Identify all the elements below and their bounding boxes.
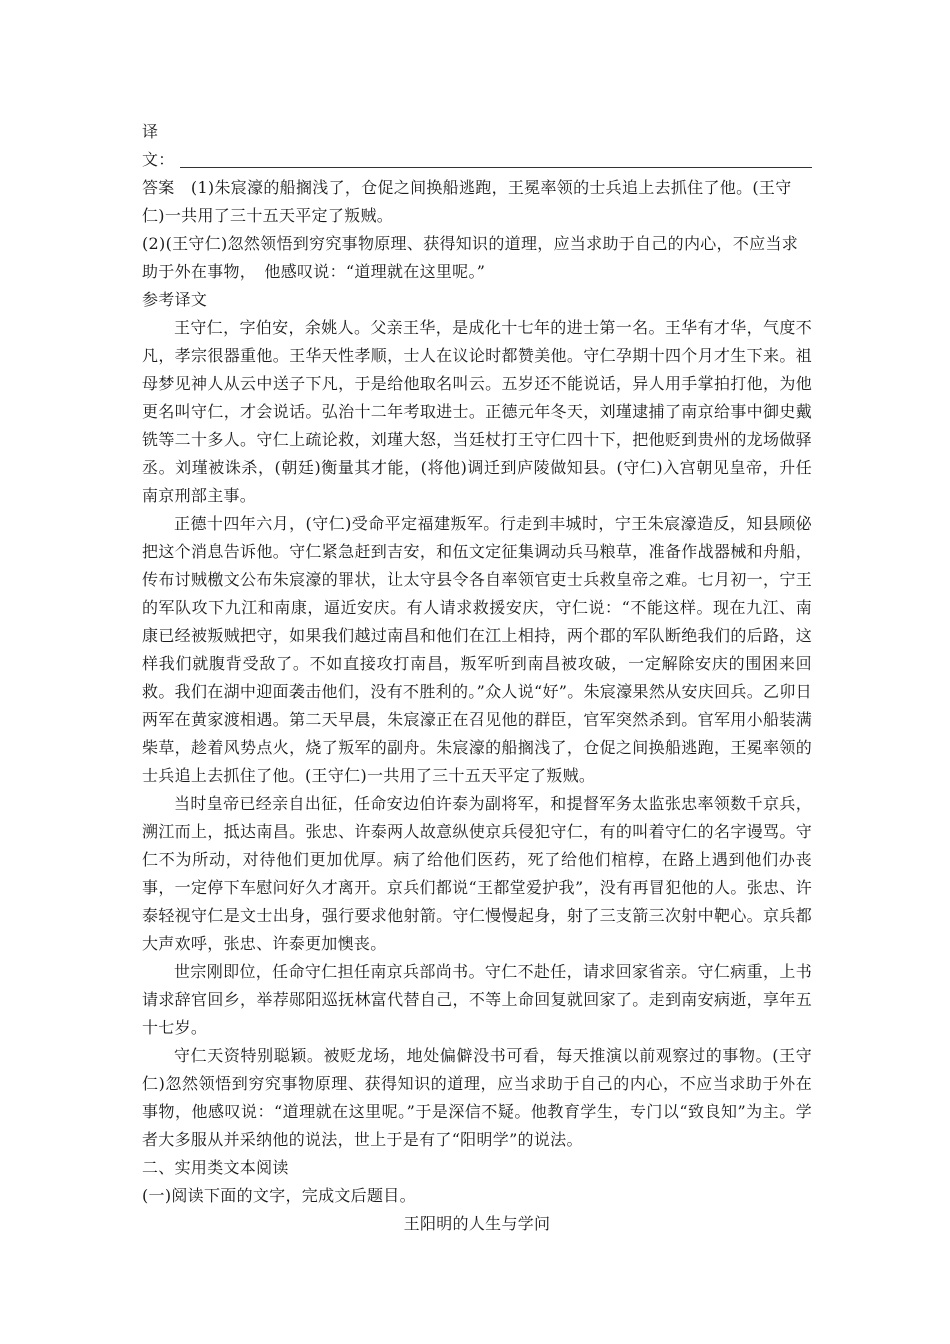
article-title: 王阳明的人生与学问 — [403, 1214, 551, 1233]
reference-paragraph-2: 正德十四年六月，(守仁)受命平定福建叛军。行走到丰城时，宁王朱宸濠造反，知县顾佖把这个消息告诉他。守仁紧急赶到吉安，和伍文定征集调动兵马粮草，准备作战器械和舟船，传布讨贼檄文公布朱宸濠的罪状，让太守县令各自率领官吏士兵救皇帝之难。七月初一，宁王的军队攻下九江和南康，逼近安庆。有人请求救援安庆，守仁说：“不能这样。现在九江、南康已经被叛贼把守，如果我们越过南昌和他们在江上相持，两个郡的军队断绝我们的后路，这样我们就腹背受敌了。不如直接攻打南昌，叛军听到南昌被攻破，一定解除安庆的围困来回救。我们在湖中迎面袭击他们，没有不胜利的。”众人说“好”。朱宸濠果然从安庆回兵。乙卯日两军在黄家渡相遇。第二天早晨，朱宸濠正在召见他的群臣，官军突然杀到。官军用小船装满柴草，趁着风势点火，烧了叛军的副舟。朱宸濠的船搁浅了，仓促之间换船逃跑，王冕率领的士兵追上去抓住了他。(王守仁)一共用了三十五天平定了叛贼。 — [142, 514, 812, 785]
answer-line-2: (2)(王守仁)忽然领悟到穷究事物原理、获得知识的道理，应当求助于自己的内心，不应当求助于外在事物， 他感叹说：“道理就在这里呢。” — [142, 234, 799, 281]
translation-label: 译文： — [142, 122, 175, 169]
answer-line-1: 答案 (1)朱宸濠的船搁浅了，仓促之间换船逃跑，王冕率领的士兵追上去抓住了他。(王守仁)一共用了三十五天平定了叛贼。 — [142, 178, 792, 225]
reference-paragraph-5: 守仁天资特别聪颖。被贬龙场，地处偏僻没书可看，每天推演以前观察过的事物。(王守仁)忽然领悟到穷究事物原理、获得知识的道理，应当求助于自己的内心，不应当求助于外在事物，他感叹说：“道理就在这里呢。”于是深信不疑。他教育学生，专门以“致良知”为主。学者大多服从并采纳他的说法，世上于是有了“阳明学”的说法。 — [142, 1046, 812, 1149]
document-page — [142, 118, 812, 1238]
reference-heading: 参考译文 — [142, 290, 208, 309]
section-heading: 二、实用类文本阅读 — [142, 1158, 289, 1177]
reference-paragraph-1: 王守仁，字伯安，余姚人。父亲王华，是成化十七年的进士第一名。王华有才华，气度不凡，孝宗很器重他。王华天性孝顺，士人在议论时都赞美他。守仁孕期十四个月才生下来。祖母梦见神人从云中送子下凡，于是给他取名叫云。五岁还不能说话，异人用手掌拍打他，为他更名叫守仁，才会说话。弘治十二年考取进士。正德元年冬天，刘瑾逮捕了南京给事中御史戴铣等二十多人。守仁上疏论救，刘瑾大怒，当廷杖打王守仁四十下，把他贬到贵州的龙场做驿丞。刘瑾被诛杀，(朝廷)衡量其才能，(将他)调迁到庐陵做知县。(守仁)入宫朝见皇帝，升任南京刑部主事。 — [142, 318, 812, 505]
translation-answer-line — [142, 118, 812, 174]
answer-blank-rule — [180, 147, 812, 168]
reference-paragraph-3: 当时皇帝已经亲自出征，任命安边伯许泰为副将军，和提督军务太监张忠率领数千京兵，溯江而上，抵达南昌。张忠、许泰两人故意纵使京兵侵犯守仁，有的叫着守仁的名字谩骂。守仁不为所动，对待他们更加优厚。病了给他们医药，死了给他们棺椁，在路上遇到他们办丧事，一定停下车慰问好久才离开。京兵们都说“王都堂爱护我”，没有再冒犯他的人。张忠、许泰轻视守仁是文士出身，强行要求他射箭。守仁慢慢起身，射了三支箭三次射中靶心。京兵都大声欢呼，张忠、许泰更加懊丧。 — [142, 794, 812, 953]
section-instruction: (一)阅读下面的文字，完成文后题目。 — [142, 1186, 416, 1205]
reference-paragraph-4: 世宗刚即位，任命守仁担任南京兵部尚书。守仁不赴任，请求回家省亲。守仁病重，上书请求辞官回乡，举荐郧阳巡抚林富代替自己，不等上命回复就回家了。走到南安病逝，享年五十七岁。 — [142, 962, 812, 1037]
